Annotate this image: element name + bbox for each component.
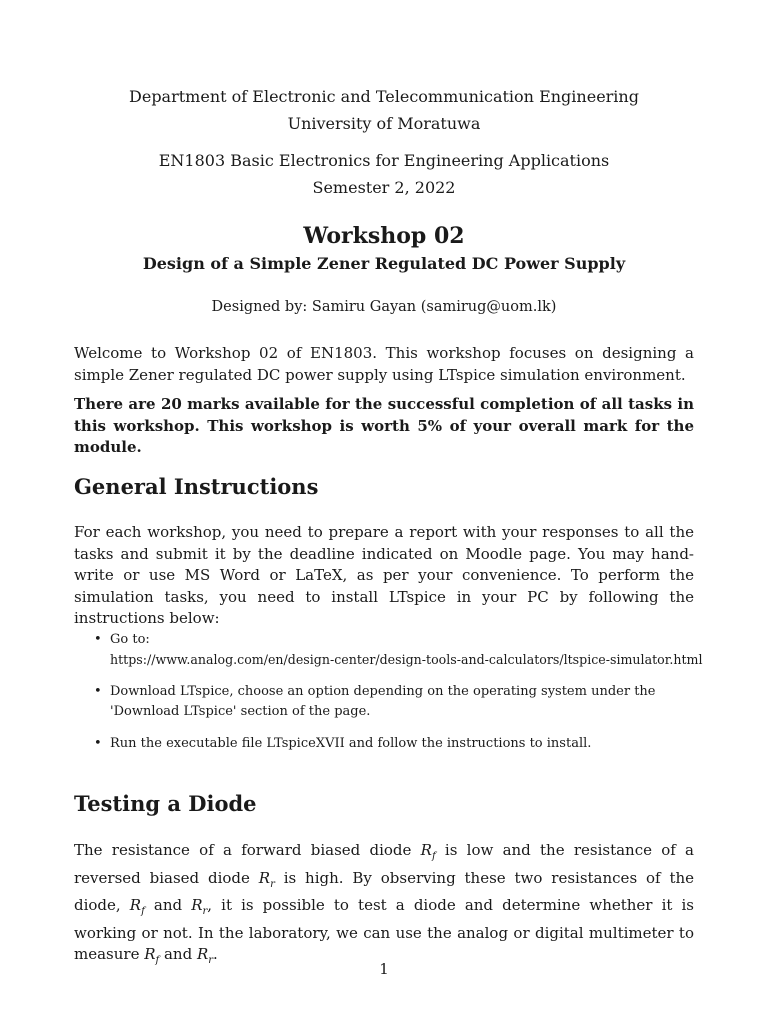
diode-text: The resistance of a forward biased diode <box>74 841 421 859</box>
diode-text: is low and the resistance of a reversed biased diode <box>74 841 694 887</box>
intro-paragraph: Welcome to Workshop 02 of EN1803. This workshop focuses on designing a simple Zener regulated DC power supply using LTspice simulation environment. <box>74 344 694 384</box>
diode-text: , it is possible to test a diode and determine whether it is working or not. In the laboratory, we can use the analog or digital multimeter to measure <box>74 896 694 963</box>
bullet-icon: • <box>94 632 102 647</box>
page-subtitle: Design of a Simple Zener Regulated DC Power Supply <box>142 254 626 273</box>
ltspice-download-link[interactable]: https://www.analog.com/en/design-center/design-tools-and-calculators/ltspice-simulator.html <box>110 652 703 667</box>
page-title: Workshop 02 <box>303 223 465 249</box>
marks-note: There are 20 marks available for the successful completion of all tasks in this workshop. This workshop is worth 5% of your overall mark for the module. <box>74 395 694 456</box>
diode-text: and <box>159 945 197 963</box>
bullet-icon: • <box>94 736 102 751</box>
math-rr: $R_r$ <box>258 868 275 890</box>
diode-text: is high. By observing these two resistances of the diode, <box>74 868 695 914</box>
general-instructions-paragraph <box>74 522 694 630</box>
course-name: EN1803 Basic Electronics for Engineering Applications <box>158 151 610 170</box>
page-number: 1 <box>379 960 389 978</box>
math-rf: $R_f$ <box>129 896 145 917</box>
semester: Semester 2, 2022 <box>312 178 456 197</box>
university-name: University of Moratuwa <box>287 114 481 133</box>
math-rf: $R_f$ <box>144 945 160 966</box>
bullet-text: Download LTspice, choose an option depending on the operating system under the 'Download LTspice' section of the page. <box>110 684 656 719</box>
list-item <box>94 630 704 671</box>
list-item <box>94 734 704 754</box>
author-byline: Designed by: Samiru Gayan (samirug@uom.lk) <box>211 299 557 315</box>
diode-text: and <box>144 896 192 914</box>
math-rf: $R_f$ <box>420 841 436 862</box>
bullet-icon: • <box>94 684 102 699</box>
department-name: Department of Electronic and Telecommunication Engineering <box>129 87 639 106</box>
general-text-2: , as per your convenience. To perform the simulation tasks, you need to install LTspice in your PC by following the instructions below: <box>74 566 694 627</box>
list-item <box>94 682 704 722</box>
latex-logo: LaTeX <box>295 566 343 584</box>
bullet-text: Run the executable file LTspiceXVII and follow the instructions to install. <box>110 736 592 751</box>
diode-text: . <box>213 945 218 963</box>
testing-diode-paragraph <box>74 840 694 972</box>
general-instructions-heading: General Instructions <box>74 474 319 499</box>
testing-diode-heading: Testing a Diode <box>74 791 257 816</box>
math-rr: $R_r$ <box>196 945 214 966</box>
math-rr: $R_r$ <box>191 896 208 917</box>
go-to-label: Go to: <box>110 632 150 647</box>
general-text-1: For each workshop, you need to prepare a report with your responses to all the tasks and submit it by the deadline indicated on Moodle page. You may hand-write or use MS Word or <box>74 523 694 584</box>
